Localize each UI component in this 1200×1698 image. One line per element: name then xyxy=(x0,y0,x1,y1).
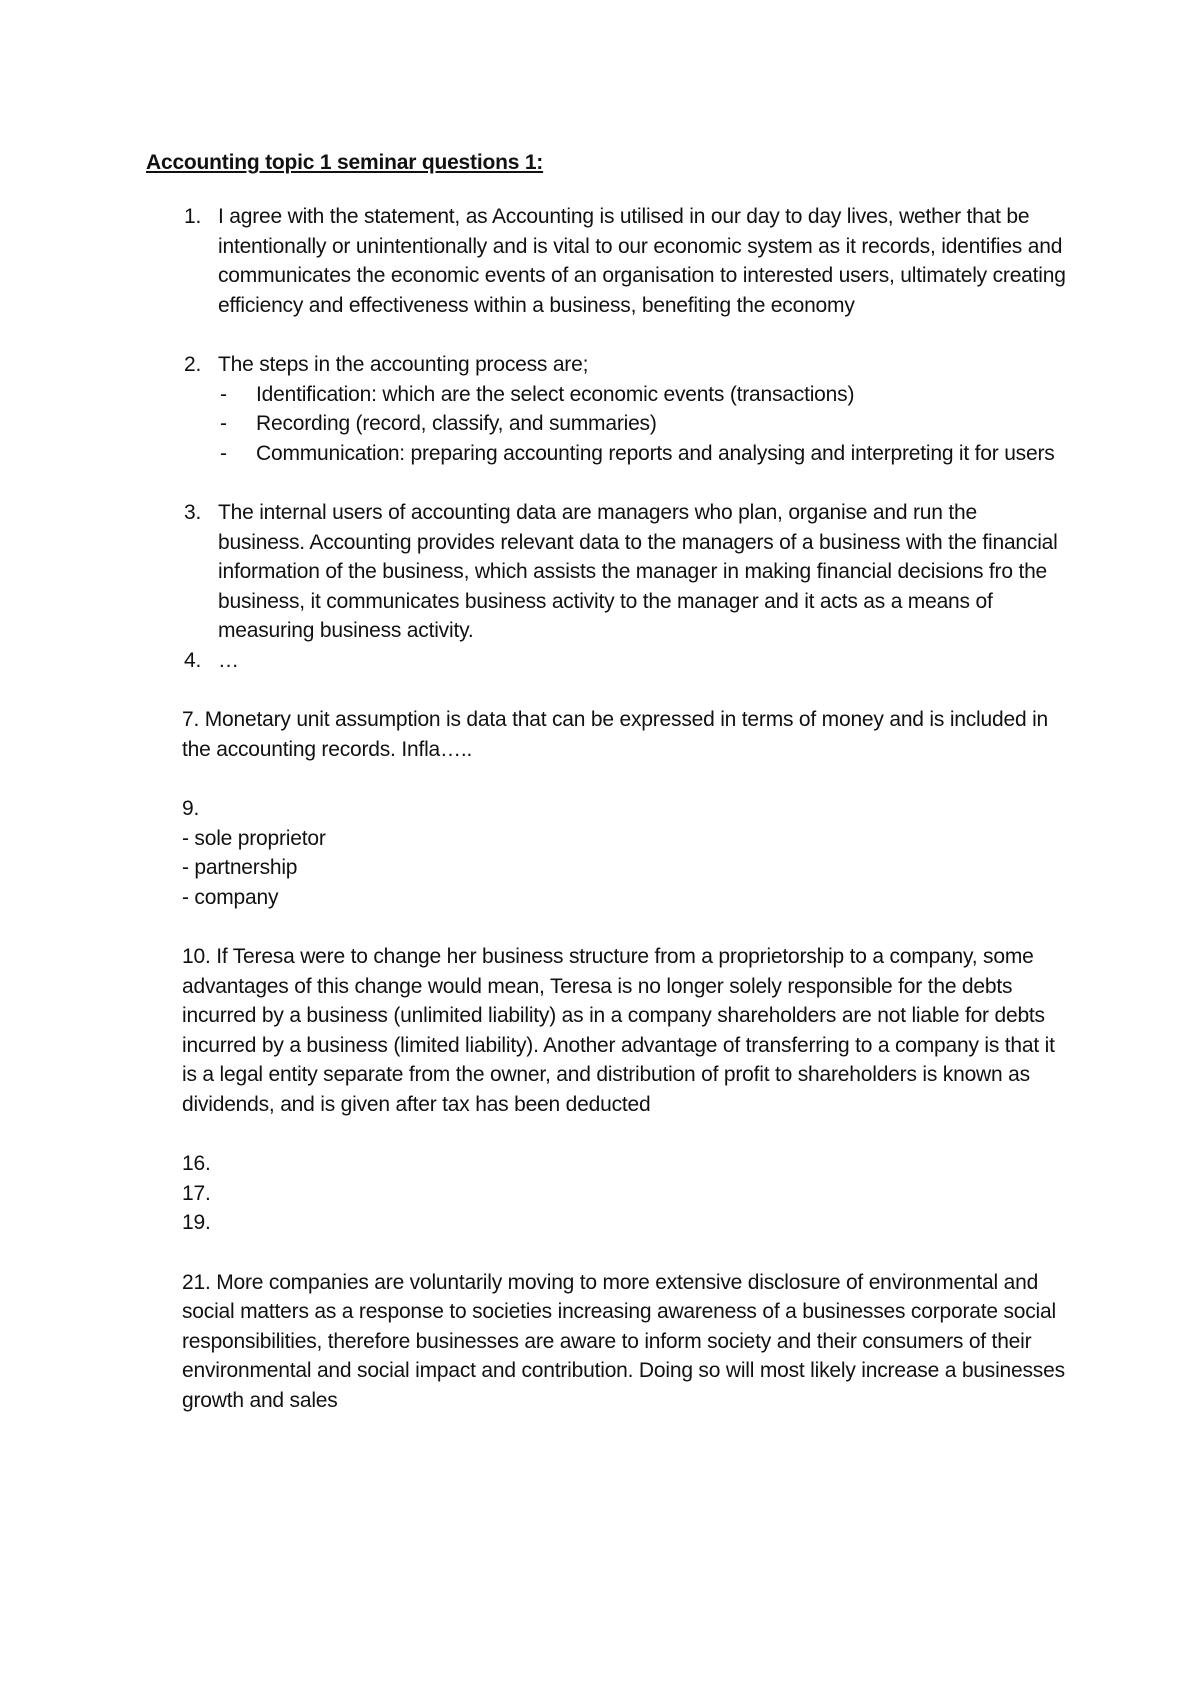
document-title: Accounting topic 1 seminar questions 1: xyxy=(146,151,544,174)
answer-9-number: 9. xyxy=(182,797,200,820)
step-text: Identification: which are the select economic events (transactions) xyxy=(256,382,855,406)
answer-number: 1. xyxy=(184,205,202,228)
spacer xyxy=(146,320,1066,350)
answer-7: 7. Monetary unit assumption is data that can be expressed in terms of money and is included in the accounting records. Infla….. xyxy=(182,708,1049,761)
answer-2 xyxy=(146,350,1066,380)
answer-21: 21. More companies are voluntarily moving to more extensive disclosure of environmental and social matters as a response to societies increasing awareness of a businesses corporate social responsibilities, therefore businesses are aware to inform society and their consumers of their environmental and social impact and contribution. Doing so will most likely increase a businesses growth and sales xyxy=(182,1270,1065,1412)
spacer xyxy=(146,912,1066,942)
spacer xyxy=(146,468,1066,498)
spacer xyxy=(146,1238,1066,1268)
answer-16: 16. xyxy=(182,1152,211,1175)
answer-10: 10. If Teresa were to change her business structure from a proprietorship to a company, some advantages of this change would mean, Teresa is no longer solely responsible for the debts incurred by a business (unlimited liability) as in a company shareholders are not liable for debts incurred by a business (limited liability). Another advantage of transferring to a company is that it is a legal entity separate from the owner, and distribution of profit to shareholders is known as dividends, and is given after tax has been deducted xyxy=(182,945,1055,1116)
dash-bullet: - xyxy=(220,441,227,465)
spacer xyxy=(146,1119,1066,1149)
answer-1 xyxy=(146,202,1066,320)
dash-bullet: - xyxy=(220,412,227,435)
answer-number: 4. xyxy=(184,648,202,672)
answer-3 xyxy=(146,498,1066,646)
answer-text: I agree with the statement, as Accounting is utilised in our day to day lives, wether that be intentionally or unintentionally and is vital to our economic system as it records, identifies and communicates the economic events of an organisation to interested users, ultimately creating efficiency and effectiveness within a business, benefiting the economy xyxy=(218,205,1066,317)
step-text: Recording (record, classify, and summaries) xyxy=(256,412,657,435)
answer-text: The internal users of accounting data are managers who plan, organise and run the business. Accounting provides relevant data to the managers of a business with the financial information of the business, which assists the manager in making financial decisions fro the business, it communicates business activity to the manager and it acts as a means of measuring business activity. xyxy=(218,501,1058,642)
answer-19: 19. xyxy=(182,1211,211,1234)
answer-4 xyxy=(146,646,1066,676)
spacer xyxy=(146,675,1066,705)
business-type-partnership: - partnership xyxy=(182,856,298,879)
business-type-sole-proprietor: - sole proprietor xyxy=(182,826,326,850)
step-text: Communication: preparing accounting reports and analysing and interpreting it for users xyxy=(256,441,1055,465)
spacer xyxy=(146,764,1066,794)
process-step-identification xyxy=(146,380,1066,410)
answer-text: The steps in the accounting process are; xyxy=(218,353,589,376)
document-body xyxy=(146,148,1066,1415)
dash-bullet: - xyxy=(220,382,227,406)
answer-17: 17. xyxy=(182,1181,211,1205)
answer-text: … xyxy=(218,648,239,672)
process-step-communication xyxy=(146,439,1066,469)
answer-number: 2. xyxy=(184,353,202,376)
business-type-company: - company xyxy=(182,885,279,909)
answer-number: 3. xyxy=(184,501,202,524)
process-step-recording xyxy=(146,409,1066,439)
